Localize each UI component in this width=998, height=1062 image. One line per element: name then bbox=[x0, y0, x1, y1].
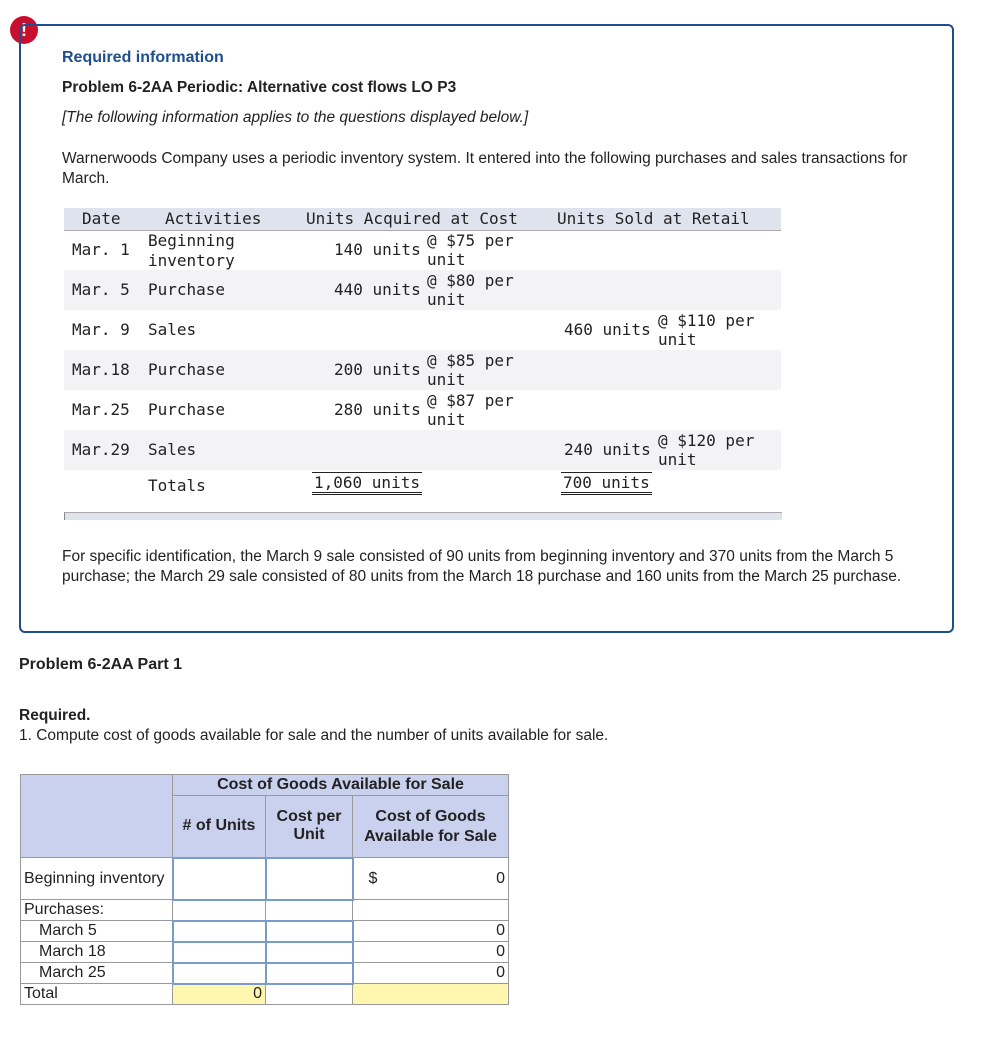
header-date: Date bbox=[82, 209, 121, 228]
table-row bbox=[64, 350, 781, 390]
row-date: Mar.25 bbox=[72, 400, 130, 419]
totals-sold: 700 units bbox=[561, 472, 652, 495]
totals-row bbox=[64, 470, 781, 506]
row-sold-units: 240 units bbox=[564, 440, 651, 459]
table-row bbox=[64, 230, 781, 270]
row-acquired-units: 200 units bbox=[334, 360, 421, 379]
currency-symbol: $ bbox=[368, 869, 378, 887]
row-sold-price: @ $120 per unit bbox=[658, 431, 755, 469]
problem-title: Problem 6-2AA Periodic: Alternative cost flows LO P3 bbox=[62, 79, 457, 96]
row-date: Mar. 1 bbox=[72, 240, 130, 259]
total-units: 0 bbox=[173, 984, 266, 1005]
cogas-value: 0 bbox=[496, 869, 505, 887]
table-footer-bar bbox=[64, 512, 782, 520]
col-units-header: # of Units bbox=[173, 796, 266, 858]
row-acquired-units: 280 units bbox=[334, 400, 421, 419]
table-row bbox=[64, 390, 781, 430]
beginning-cogas bbox=[353, 858, 509, 900]
row-acquired-price: @ $80 per unit bbox=[427, 271, 514, 309]
march18-units-input[interactable] bbox=[173, 942, 266, 963]
required-heading: Required. bbox=[19, 707, 91, 724]
grid-corner bbox=[21, 775, 173, 796]
row-acquired-price: @ $87 per unit bbox=[427, 391, 514, 429]
beginning-cost-input[interactable] bbox=[266, 858, 353, 900]
row-activity: Beginning inventory bbox=[148, 231, 235, 270]
march18-cogas: 0 bbox=[353, 942, 509, 963]
row-date: Mar.18 bbox=[72, 360, 130, 379]
part-title: Problem 6-2AA Part 1 bbox=[19, 656, 183, 673]
purchases-cogas-blank bbox=[353, 900, 509, 921]
table-header bbox=[64, 208, 781, 231]
col-cost-header: Cost per Unit bbox=[266, 796, 353, 858]
row-sold-units: 460 units bbox=[564, 320, 651, 339]
march5-cogas: 0 bbox=[353, 921, 509, 942]
row-activity: Sales bbox=[148, 320, 197, 339]
row-activity: Purchase bbox=[148, 400, 226, 419]
info-title: Required information bbox=[62, 49, 224, 66]
intro-text: Warnerwoods Company uses a periodic inventory system. It entered into the following purchases and sales transactions for March. bbox=[62, 150, 908, 187]
march5-cost-input[interactable] bbox=[266, 921, 353, 942]
row-date: Mar.29 bbox=[72, 440, 130, 459]
row-label-march5: March 5 bbox=[21, 921, 173, 942]
row-acquired-units: 440 units bbox=[334, 280, 421, 299]
march25-cogas: 0 bbox=[353, 963, 509, 984]
required-text: 1. Compute cost of goods available for sale and the number of units available for sale. bbox=[19, 727, 609, 744]
specific-identification-note: For specific identification, the March 9 sale consisted of 90 units from beginning inventory and 370 units from the March 5 purchase; the March 29 sale consisted of 80 units from the March 18 purchase and 160 units from the March 25 purchase. bbox=[62, 548, 902, 585]
totals-acquired: 1,060 units bbox=[312, 472, 422, 495]
row-date: Mar. 9 bbox=[72, 320, 130, 339]
purchases-units-blank bbox=[173, 900, 266, 921]
cogas-grid bbox=[20, 774, 509, 1005]
row-label-total: Total bbox=[21, 984, 173, 1005]
row-date: Mar. 5 bbox=[72, 280, 130, 299]
col-cogas-header: Cost of Goods Available for Sale bbox=[353, 796, 509, 858]
applies-note: [The following information applies to the questions displayed below.] bbox=[62, 109, 529, 126]
table-row bbox=[64, 430, 781, 470]
header-sold: Units Sold at Retail bbox=[557, 209, 750, 228]
row-activity: Purchase bbox=[148, 360, 226, 379]
header-acquired: Units Acquired at Cost bbox=[306, 209, 518, 228]
row-acquired-price: @ $75 per unit bbox=[427, 231, 514, 269]
table-row bbox=[64, 270, 781, 310]
march5-units-input[interactable] bbox=[173, 921, 266, 942]
march18-cost-input[interactable] bbox=[266, 942, 353, 963]
total-cost-blank bbox=[266, 984, 353, 1005]
total-cogas bbox=[353, 984, 509, 1005]
grid-title: Cost of Goods Available for Sale bbox=[173, 775, 509, 796]
purchases-cost-blank bbox=[266, 900, 353, 921]
march25-units-input[interactable] bbox=[173, 963, 266, 984]
row-activity: Sales bbox=[148, 440, 197, 459]
row-sold-price: @ $110 per unit bbox=[658, 311, 755, 349]
totals-label: Totals bbox=[148, 476, 206, 495]
row-label-march18: March 18 bbox=[21, 942, 173, 963]
beginning-units-input[interactable] bbox=[173, 858, 266, 900]
row-activity: Purchase bbox=[148, 280, 226, 299]
table-row bbox=[64, 310, 781, 350]
march25-cost-input[interactable] bbox=[266, 963, 353, 984]
grid-corner-lower bbox=[21, 796, 173, 858]
row-label-beginning: Beginning inventory bbox=[21, 858, 173, 900]
row-label-march25: March 25 bbox=[21, 963, 173, 984]
row-acquired-units: 140 units bbox=[334, 240, 421, 259]
row-label-purchases: Purchases: bbox=[21, 900, 173, 921]
header-activities: Activities bbox=[165, 209, 262, 228]
row-acquired-price: @ $85 per unit bbox=[427, 351, 514, 389]
alert-icon: ! bbox=[10, 16, 38, 44]
